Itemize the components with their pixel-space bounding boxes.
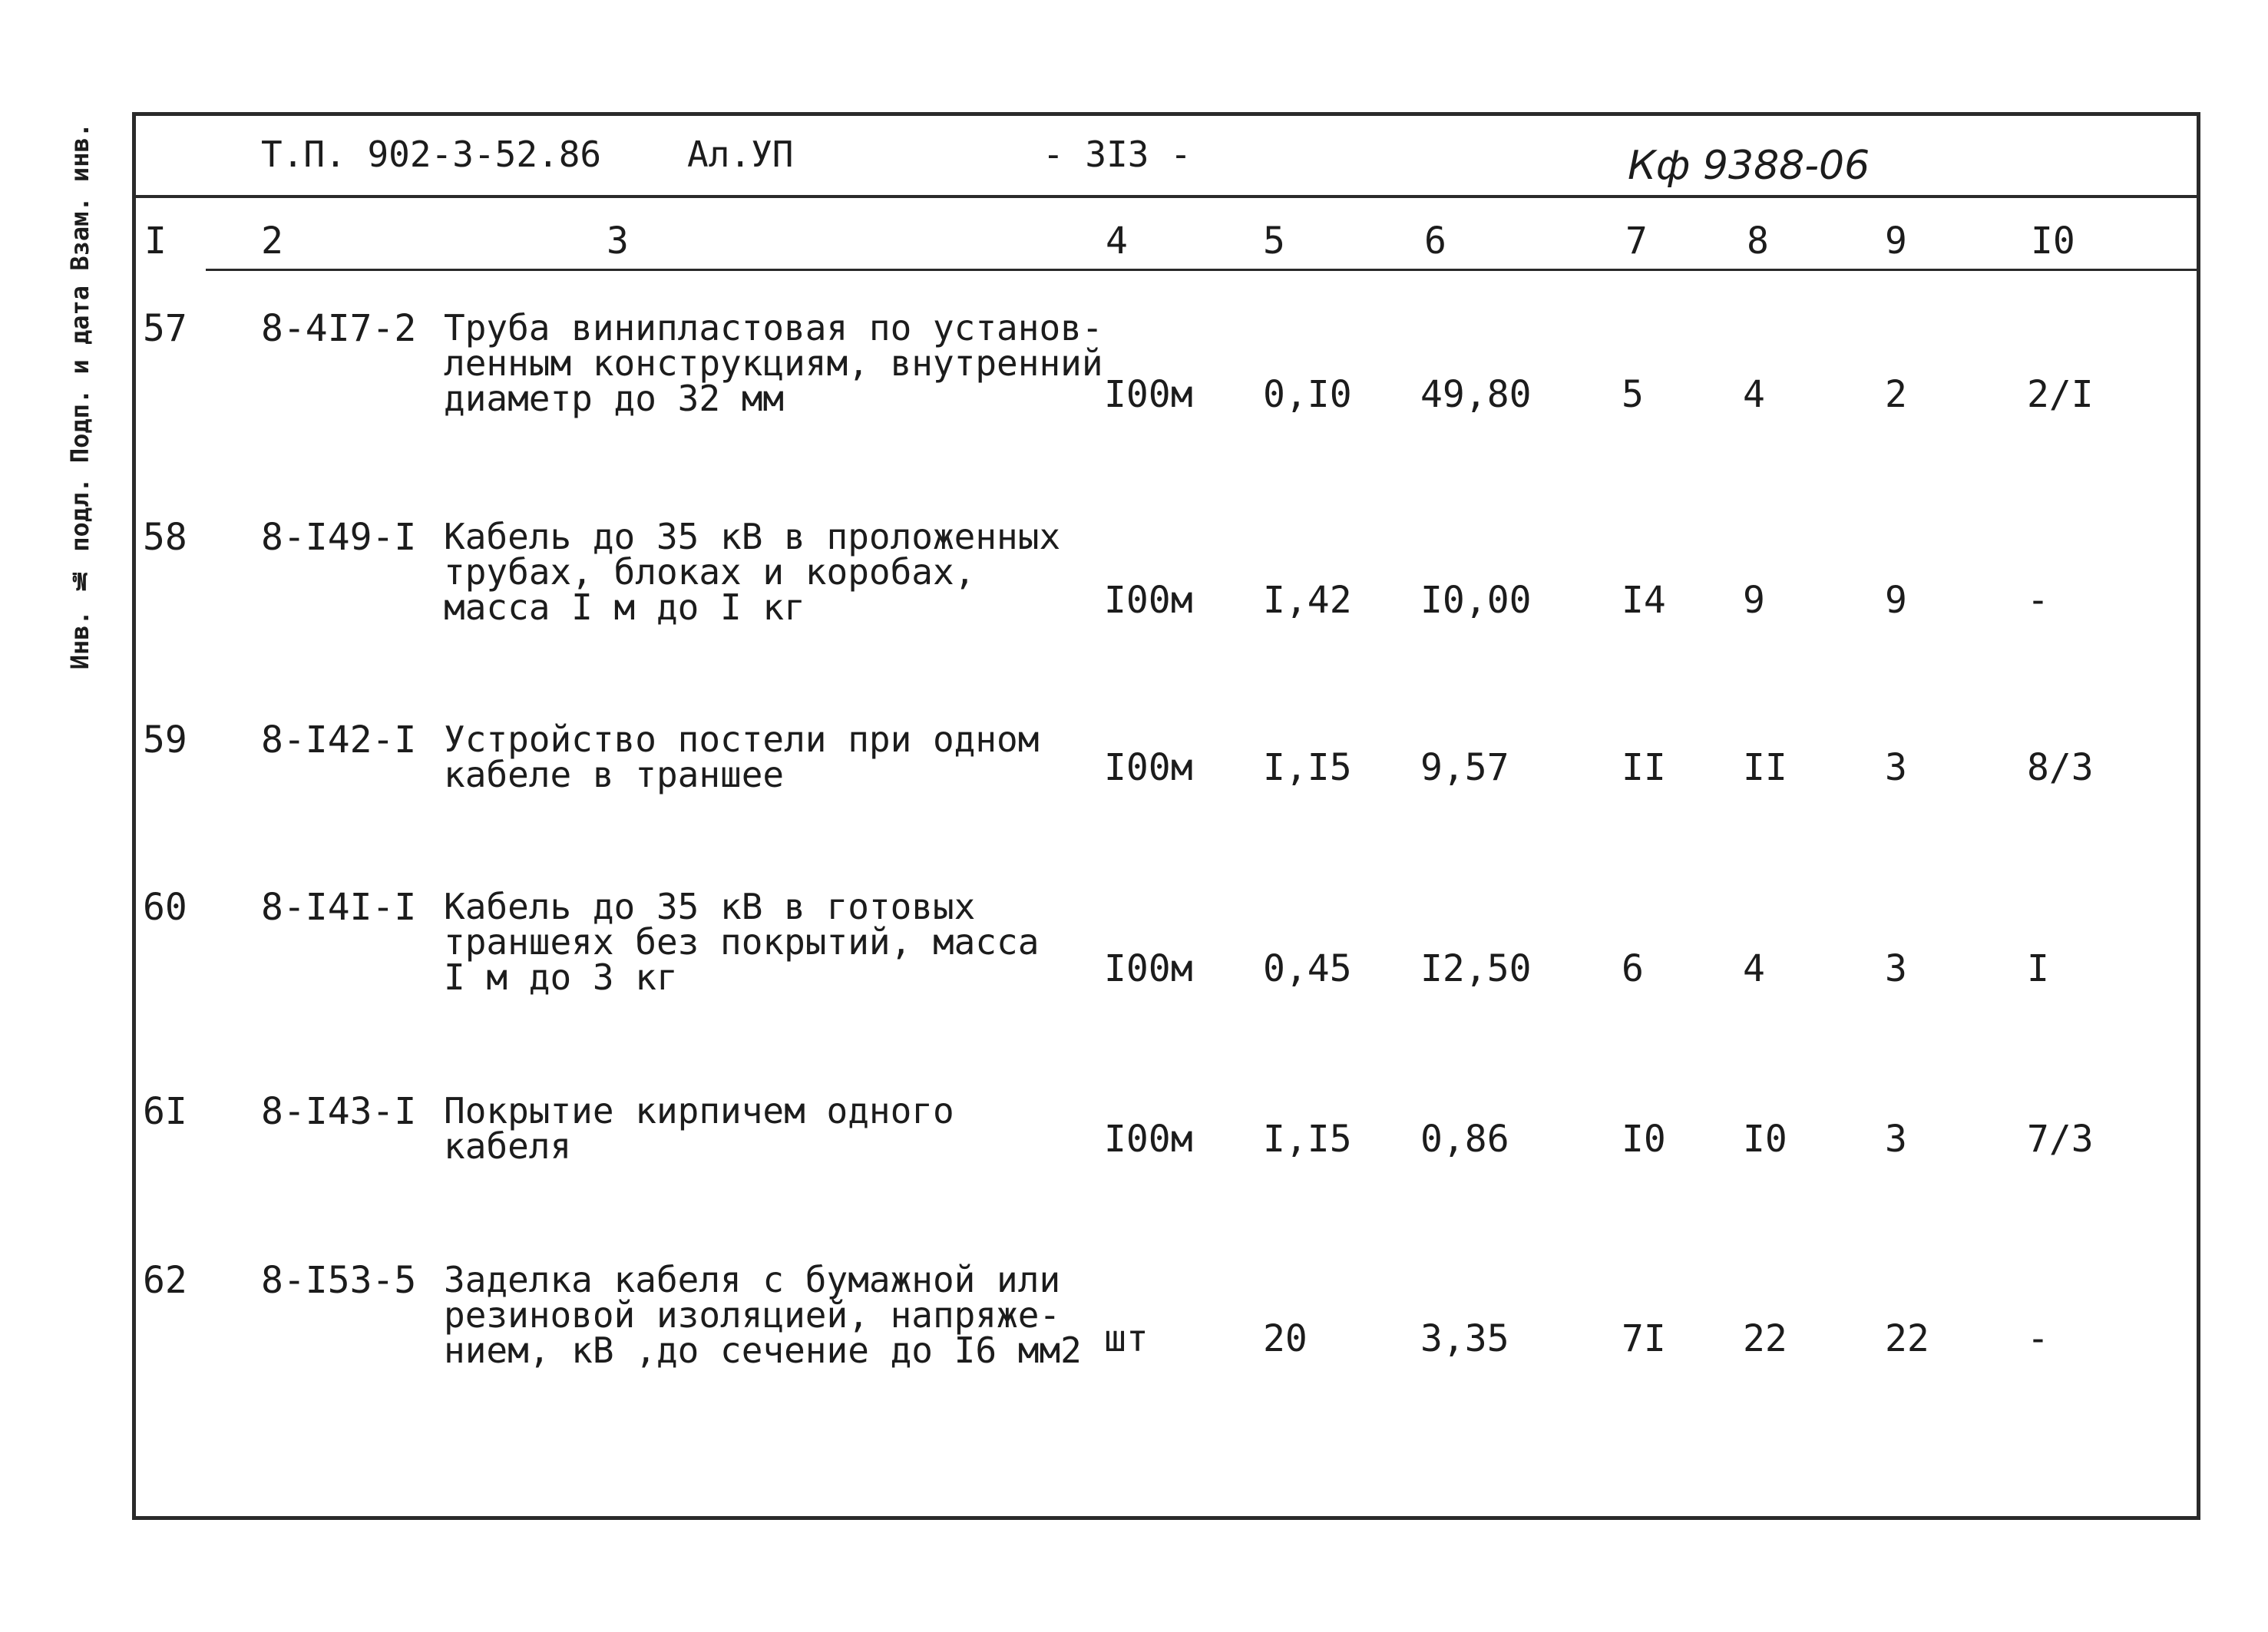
unit-price: 3,35 xyxy=(1420,1317,1509,1360)
row-number: 62 xyxy=(143,1259,187,1302)
row-number: 57 xyxy=(143,307,187,350)
col-header-6: 6 xyxy=(1424,220,1446,263)
col-8-value: 4 xyxy=(1743,373,1765,416)
quantity: 20 xyxy=(1263,1317,1308,1360)
work-description-line: Кабель до 35 кВ в проложенных xyxy=(444,516,1061,557)
work-description-line: масса I м до I кг xyxy=(444,586,805,628)
col-header-10: I0 xyxy=(2031,220,2075,263)
work-description-line: кабеля xyxy=(444,1125,572,1167)
column-header-underline xyxy=(206,269,2199,271)
unit: I00м xyxy=(1104,373,1193,416)
col-8-value: 9 xyxy=(1743,579,1765,622)
rate-code: 8-I42-I xyxy=(261,719,417,761)
page-number: - 3I3 - xyxy=(1043,134,1192,175)
row-number: 6I xyxy=(143,1090,187,1133)
margin-note: Инв. № подл. Подп. и дата Взам. инв. xyxy=(65,123,94,670)
col-9-value: 3 xyxy=(1885,746,1907,789)
row-number: 60 xyxy=(143,886,187,929)
album-label: Ал.УП xyxy=(687,134,794,175)
col-7-value: II xyxy=(1622,746,1666,789)
work-description-line: Устройство постели при одном xyxy=(444,719,1040,760)
unit-price: 9,57 xyxy=(1420,746,1509,789)
col-8-value: 22 xyxy=(1743,1317,1787,1360)
work-description-line: Труба винипластовая по установ- xyxy=(444,307,1103,349)
col-9-value: 3 xyxy=(1885,947,1907,990)
work-description-line: Кабель до 35 кВ в готовых xyxy=(444,886,976,927)
quantity: 0,45 xyxy=(1263,947,1352,990)
col-9-value: 9 xyxy=(1885,579,1907,622)
col-7-value: 6 xyxy=(1622,947,1644,990)
table-frame xyxy=(132,112,2200,1520)
unit-price: I2,50 xyxy=(1420,947,1532,990)
col-8-value: 4 xyxy=(1743,947,1765,990)
work-description-line: диаметр до 32 мм xyxy=(444,378,785,419)
row-number: 58 xyxy=(143,516,187,559)
work-description-line: Заделка кабеля с бумажной или xyxy=(444,1259,1061,1300)
col-9-value: 2 xyxy=(1885,373,1907,416)
unit-price: 0,86 xyxy=(1420,1118,1509,1161)
project-code: Т.П. 902-3-52.86 xyxy=(261,134,602,175)
rate-code: 8-I4I-I xyxy=(261,886,417,929)
col-7-value: I0 xyxy=(1622,1118,1666,1161)
unit: I00м xyxy=(1104,947,1193,990)
quantity: I,I5 xyxy=(1263,746,1352,789)
quantity: 0,I0 xyxy=(1263,373,1352,416)
work-description-line: трубах, блоках и коробах, xyxy=(444,551,976,593)
work-description-line: I м до 3 кг xyxy=(444,956,678,998)
col-header-7: 7 xyxy=(1625,220,1648,263)
unit-price: I0,00 xyxy=(1420,579,1532,622)
unit: I00м xyxy=(1104,746,1193,789)
header-divider xyxy=(132,195,2200,198)
col-10-value: - xyxy=(2027,1317,2049,1360)
unit-price: 49,80 xyxy=(1420,373,1532,416)
unit: I00м xyxy=(1104,579,1193,622)
stamp-number: Кф 9388-06 xyxy=(1628,143,1870,189)
col-10-value: 2/I xyxy=(2027,373,2094,416)
col-8-value: I0 xyxy=(1743,1118,1787,1161)
col-header-1: I xyxy=(144,220,167,263)
col-header-4: 4 xyxy=(1106,220,1128,263)
unit: шт xyxy=(1104,1317,1149,1360)
col-7-value: 7I xyxy=(1622,1317,1666,1360)
col-10-value: - xyxy=(2027,579,2049,622)
work-description-line: Покрытие кирпичем одного xyxy=(444,1090,954,1131)
col-10-value: 8/3 xyxy=(2027,746,2094,789)
col-9-value: 22 xyxy=(1885,1317,1929,1360)
col-header-8: 8 xyxy=(1747,220,1769,263)
col-10-value: 7/3 xyxy=(2027,1118,2094,1161)
rate-code: 8-I53-5 xyxy=(261,1259,417,1302)
unit: I00м xyxy=(1104,1118,1193,1161)
col-9-value: 3 xyxy=(1885,1118,1907,1161)
quantity: I,42 xyxy=(1263,579,1352,622)
rate-code: 8-I43-I xyxy=(261,1090,417,1133)
col-header-3: 3 xyxy=(607,220,629,263)
work-description-line: нием, кВ ,до сечение до I6 мм2 xyxy=(444,1330,1082,1371)
rate-code: 8-4I7-2 xyxy=(261,307,417,350)
col-7-value: I4 xyxy=(1622,579,1666,622)
col-header-9: 9 xyxy=(1885,220,1907,263)
col-7-value: 5 xyxy=(1622,373,1644,416)
rate-code: 8-I49-I xyxy=(261,516,417,559)
col-10-value: I xyxy=(2027,947,2049,990)
row-number: 59 xyxy=(143,719,187,761)
col-header-2: 2 xyxy=(261,220,283,263)
col-header-5: 5 xyxy=(1263,220,1285,263)
work-description-line: ленным конструкциям, внутренний xyxy=(444,342,1103,384)
col-8-value: II xyxy=(1743,746,1787,789)
work-description-line: кабеле в траншее xyxy=(444,754,785,795)
work-description-line: траншеях без покрытий, масса xyxy=(444,921,1040,963)
quantity: I,I5 xyxy=(1263,1118,1352,1161)
work-description-line: резиновой изоляцией, напряже- xyxy=(444,1294,1061,1336)
